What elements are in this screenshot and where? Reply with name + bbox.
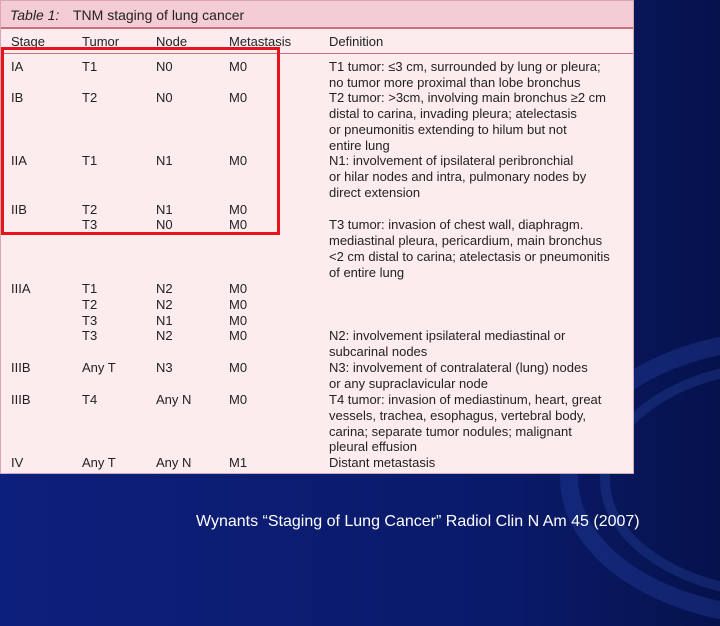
cell-metastasis: M0 <box>229 59 248 74</box>
cell-definition: pleural effusion <box>329 439 417 454</box>
cell-definition: mediastinal pleura, pericardium, main bronchus <box>329 233 603 248</box>
cell-stage: IIB <box>11 202 27 217</box>
cell-definition: carina; separate tumor nodules; malignant <box>329 424 572 439</box>
table-number: Table 1: <box>10 7 60 23</box>
cell-definition: distal to carina, invading pleura; atelectasis <box>329 106 577 121</box>
table-row <box>1 408 633 424</box>
cell-tumor: T1 <box>82 281 98 296</box>
citation-text: Wynants “Staging of Lung Cancer” Radiol Clin N Am 45 (2007) <box>196 513 640 530</box>
table-row <box>1 376 633 392</box>
cell-node: N1 <box>156 313 173 328</box>
cell-stage: IV <box>11 455 24 470</box>
cell-definition: vessels, trachea, esophagus, vertebral body, <box>329 408 587 423</box>
cell-definition: of entire lung <box>329 265 405 280</box>
cell-tumor: T3 <box>82 313 98 328</box>
cell-node: N0 <box>156 59 173 74</box>
table-row <box>1 297 633 313</box>
cell-node: N1 <box>156 202 173 217</box>
table-row <box>1 360 633 376</box>
cell-tumor: T2 <box>82 297 98 312</box>
cell-definition: direct extension <box>329 185 421 200</box>
cell-definition: T3 tumor: invasion of chest wall, diaphragm. <box>329 217 584 232</box>
cell-node: Any N <box>156 455 192 470</box>
cell-definition: N3: involvement of contralateral (lung) nodes <box>329 360 588 375</box>
cell-metastasis: M0 <box>229 281 248 296</box>
cell-tumor: T3 <box>82 328 98 343</box>
cell-definition: N2: involvement ipsilateral mediastinal or <box>329 328 566 343</box>
highlight-box <box>1 47 280 235</box>
cell-definition: or any supraclavicular node <box>329 376 488 391</box>
cell-tumor: T1 <box>82 153 98 168</box>
cell-definition: or hilar nodes and intra, pulmonary nodes by <box>329 169 587 184</box>
cell-definition: <2 cm distal to carina; atelectasis or pneumonitis <box>329 249 610 264</box>
cell-tumor: T2 <box>82 90 98 105</box>
cell-definition: Distant metastasis <box>329 455 436 470</box>
table-row <box>1 455 633 471</box>
cell-metastasis: M0 <box>229 153 248 168</box>
table-row <box>1 439 633 455</box>
cell-metastasis: M0 <box>229 217 248 232</box>
cell-tumor: T4 <box>82 392 98 407</box>
table-row <box>1 233 633 249</box>
cell-stage: IA <box>11 59 24 74</box>
cell-node: N3 <box>156 360 173 375</box>
cell-stage: IIIB <box>11 392 31 407</box>
cell-node: N2 <box>156 281 173 296</box>
table-row <box>1 265 633 281</box>
cell-stage: IIIA <box>11 281 31 296</box>
cell-node: N0 <box>156 217 173 232</box>
cell-definition: T2 tumor: >3cm, involving main bronchus ≥2 cm <box>329 90 606 105</box>
cell-stage: IB <box>11 90 24 105</box>
cell-stage: IIA <box>11 153 27 168</box>
header-definition: Definition <box>329 34 384 49</box>
cell-definition: T4 tumor: invasion of mediastinum, heart, great <box>329 392 602 407</box>
cell-tumor: Any T <box>82 360 116 375</box>
cell-node: N1 <box>156 153 173 168</box>
cell-metastasis: M0 <box>229 202 248 217</box>
table-row <box>1 281 633 297</box>
cell-metastasis: M0 <box>229 90 248 105</box>
table-row <box>1 313 633 329</box>
cell-metastasis: M0 <box>229 313 248 328</box>
cell-definition: N1: involvement of ipsilateral peribronchial <box>329 153 574 168</box>
cell-tumor: Any T <box>82 455 116 470</box>
cell-tumor: T1 <box>82 59 98 74</box>
cell-definition: T1 tumor: ≤3 cm, surrounded by lung or pleura; <box>329 59 601 74</box>
cell-tumor: T2 <box>82 202 98 217</box>
header-node: Node <box>156 34 188 49</box>
cell-node: N2 <box>156 297 173 312</box>
header-tumor: Tumor <box>82 34 120 49</box>
cell-definition: subcarinal nodes <box>329 344 428 359</box>
cell-node: N2 <box>156 328 173 343</box>
cell-node: Any N <box>156 392 192 407</box>
cell-definition: or pneumonitis extending to hilum but not <box>329 122 567 137</box>
cell-definition: entire lung <box>329 138 390 153</box>
cell-metastasis: M1 <box>229 455 248 470</box>
header-metastasis: Metastasis <box>229 34 292 49</box>
table-title: TNM staging of lung cancer <box>73 7 245 23</box>
table-row <box>1 249 633 265</box>
cell-metastasis: M0 <box>229 360 248 375</box>
cell-stage: IIIB <box>11 360 31 375</box>
cell-metastasis: M0 <box>229 328 248 343</box>
cell-tumor: T3 <box>82 217 98 232</box>
table-row <box>1 344 633 360</box>
table-title-bar <box>1 1 633 29</box>
cell-metastasis: M0 <box>229 392 248 407</box>
cell-metastasis: M0 <box>229 297 248 312</box>
table-row <box>1 424 633 440</box>
table-row <box>1 328 633 344</box>
cell-node: N0 <box>156 90 173 105</box>
cell-definition: no tumor more proximal than lobe bronchus <box>329 75 581 90</box>
header-stage: Stage <box>11 34 45 49</box>
table-row <box>1 392 633 408</box>
